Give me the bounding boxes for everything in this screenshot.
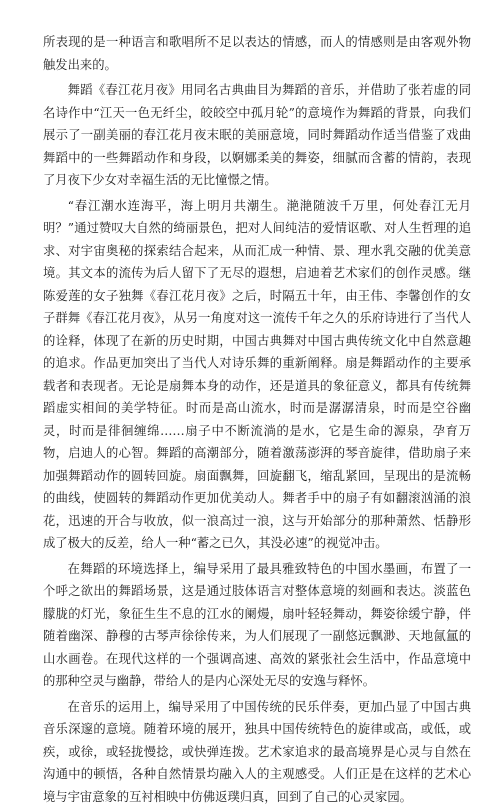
document-page: [43, 31, 471, 811]
paragraph-5: 在音乐的运用上，编导采用了中国传统的民乐伴奏，更加凸显了中国古典音乐深邃的意境。随着环境的展开，独具中国传统特色的旋律或高，或低，或疾，或徐，或轻拢慢捻，或快弹连拨。艺术家追求的最高境界是心灵与自然在沟通中的顿悟，各种自然情景均融入人的主观感受。人们正是在这样的艺术心境与宇宙意象的互衬相映中仿佛返璞归真，回到了自己的心灵家园。: [43, 699, 471, 804]
paragraph-3: “春江潮水连海平，海上明月共潮生。滟滟随波千万里，何处春江无月明？”通过赞叹大自然的绮丽景色，把对人间纯洁的爱情讴歌、对人生哲理的追求、对宇宙奥秘的探索结合起来，从而汇成一种情、景、理水乳交融的优美意境。其文本的流传为后人留下了无尽的遐想，启迪着艺术家们的创作灵感。继陈爱莲的女子独舞《春江花月夜》之后，时隔五十年，由王伟、李馨创作的女子群舞《春江花月夜》，从另一角度对这一流传千年之久的乐府诗进行了当代人的诠释，体现了在新的历史时期，中国古典舞对中国古典传统文化中自然意趣的追求。作品更加突出了当代人对诗乐舞的重新阐释。扇是舞蹈动作的主要承载者和表现者。无论是扇舞本身的动作，还是道具的象征意义，都具有传统舞蹈虚实相间的美学特征。时而是高山流水，时而是潺潺清泉，时而是空谷幽灵，时而是徘徊缠绵……扇子中不断流淌的是水，它是生命的源泉，孕育万物，启迪人的心智。舞蹈的高潮部分，随着激荡澎湃的琴音旋律，借助扇子来加强舞蹈动作的圆转回旋。扇面飘舞，回旋翻飞，缩乱紧回，呈现出的是流畅的曲线，使圆转的舞蹈动作更加优美动人。舞者手中的扇子有如翻滚汹涌的浪花，迅速的开合与收放，似一浪高过一浪，这与开始部分的那种萧然、恬静形成了极大的反差，给人一种“蓄之已久，其没必速”的视觉冲击。: [43, 198, 471, 550]
paragraph-4: 在舞蹈的环境选择上，编导采用了最具雅致特色的中国水墨画，布置了一个呼之欲出的舞蹈场景，这是通过肢体语言对整体意境的刻画和表达。淡蓝色朦胧的灯光，象征生生不息的江水的阑熳，扇叶轻轻舞动，舞姿徐缓宁静，伴随着幽深、静穆的古琴声徐徐传来，为人们展现了一副悠远飘渺、天地氤氲的山水画卷。在现代这样的一个强调高速、高效的紧张社会生活中，作品意境中的那种空灵与幽静，带给人的是内心深处无尽的安逸与释怀。: [43, 561, 471, 688]
paragraph-2: 舞蹈《春江花月夜》用同名古典曲目为舞蹈的音乐，并借助了张若虚的同名诗作中“江天一色无纤尘，皎皎空中孤月轮”的意境作为舞蹈的背景，向我们展示了一副美丽的春江花月夜末眠的美丽意境，同时舞蹈动作适当借鉴了戏曲舞蹈中的一些舞蹈动作和身段，以婀娜柔美的舞姿，细腻而含蓄的情韵，表现了月夜下少女对幸福生活的无比憧憬之情。: [43, 83, 471, 187]
paragraph-1: 所表现的是一种语言和歌唱所不足以表达的情感，而人的情感则是由客观外物触发出来的。: [43, 35, 471, 72]
